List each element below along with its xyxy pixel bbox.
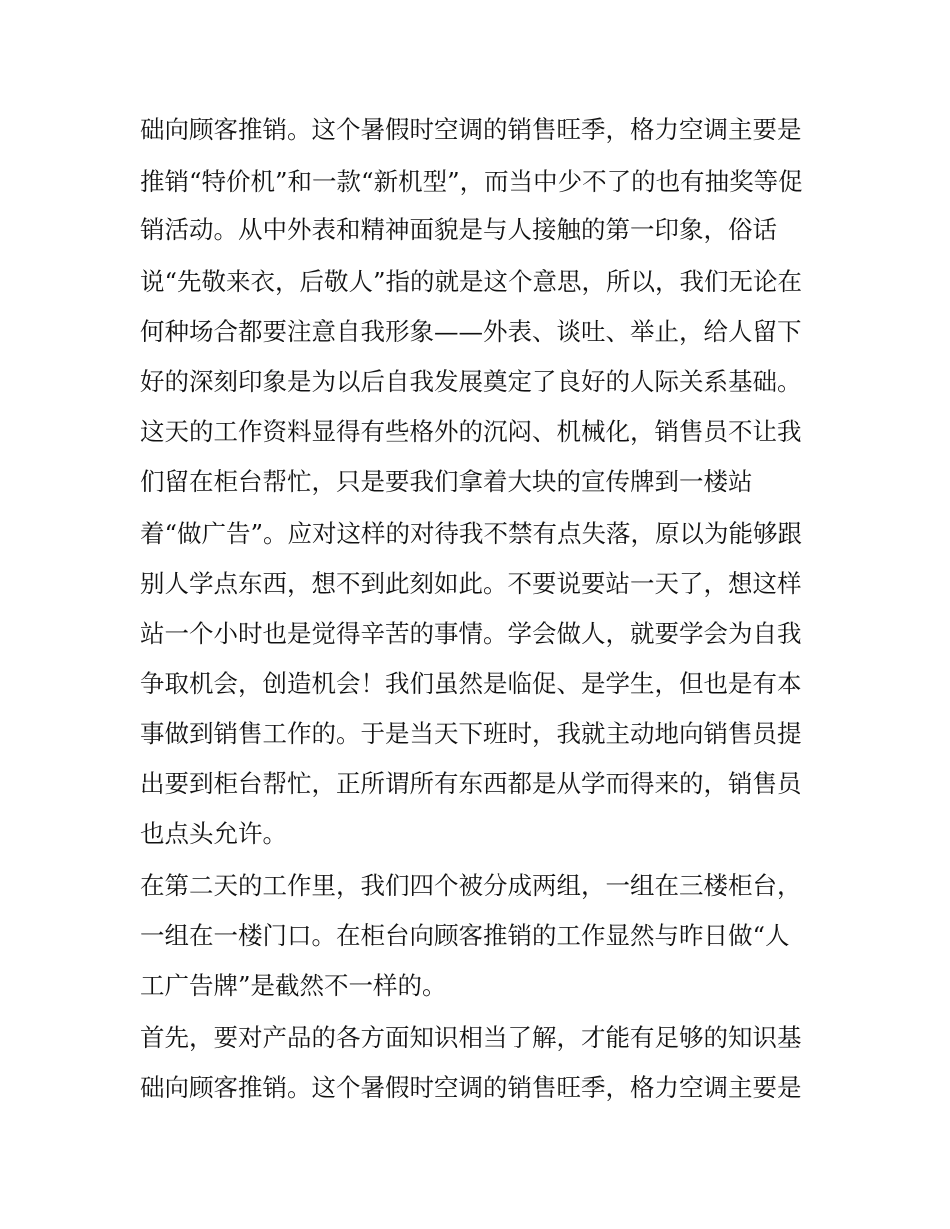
- text-line: 何种场合都要注意自我形象——外表、谈吐、举止，给人留下: [140, 317, 802, 346]
- text-line: 在第二天的工作里，我们四个被分成两组，一组在三楼柜台，: [140, 871, 802, 900]
- text-line: 们留在柜台帮忙，只是要我们拿着大块的宣传牌到一楼站: [140, 467, 753, 496]
- text-line: 站一个小时也是觉得辛苦的事情。学会做人，就要学会为自我: [140, 619, 802, 648]
- text-line: 出要到柜台帮忙，正所谓所有东西都是从学而得来的，销售员: [140, 769, 802, 798]
- text-line: 推销“特价机”和一款“新机型”，而当中少不了的也有抽奖等促: [140, 167, 803, 196]
- text-line: 销活动。从中外表和精神面貌是与人接触的第一印象，俗话: [140, 215, 777, 244]
- text-line: 事做到销售工作的。于是当天下班时，我就主动地向销售员提: [140, 719, 802, 748]
- text-line: 这天的工作资料显得有些格外的沉闷、机械化，销售员不让我: [140, 417, 802, 446]
- text-line: 工广告牌”是截然不一样的。: [140, 971, 447, 1000]
- text-line: 础向顾客推销。这个暑假时空调的销售旺季，格力空调主要是: [140, 115, 802, 144]
- text-line: 好的深刻印象是为以后自我发展奠定了良好的人际关系基础。: [140, 367, 802, 396]
- text-line: 争取机会，创造机会！我们虽然是临促、是学生，但也是有本: [140, 669, 802, 698]
- text-line: 也点头允许。: [140, 819, 287, 848]
- text-line: 别人学点东西，想不到此刻如此。不要说要站一天了，想这样: [140, 569, 802, 598]
- text-line: 础向顾客推销。这个暑假时空调的销售旺季，格力空调主要是: [140, 1073, 802, 1102]
- text-line: 着“做广告”。应对这样的对待我不禁有点失落，原以为能够跟: [140, 519, 803, 548]
- text-line: 说“先敬来衣，后敬人”指的就是这个意思，所以，我们无论在: [140, 267, 803, 296]
- text-line: 首先，要对产品的各方面知识相当了解，才能有足够的知识基: [140, 1023, 802, 1052]
- text-line: 一组在一楼门口。在柜台向顾客推销的工作显然与昨日做“人: [140, 921, 790, 950]
